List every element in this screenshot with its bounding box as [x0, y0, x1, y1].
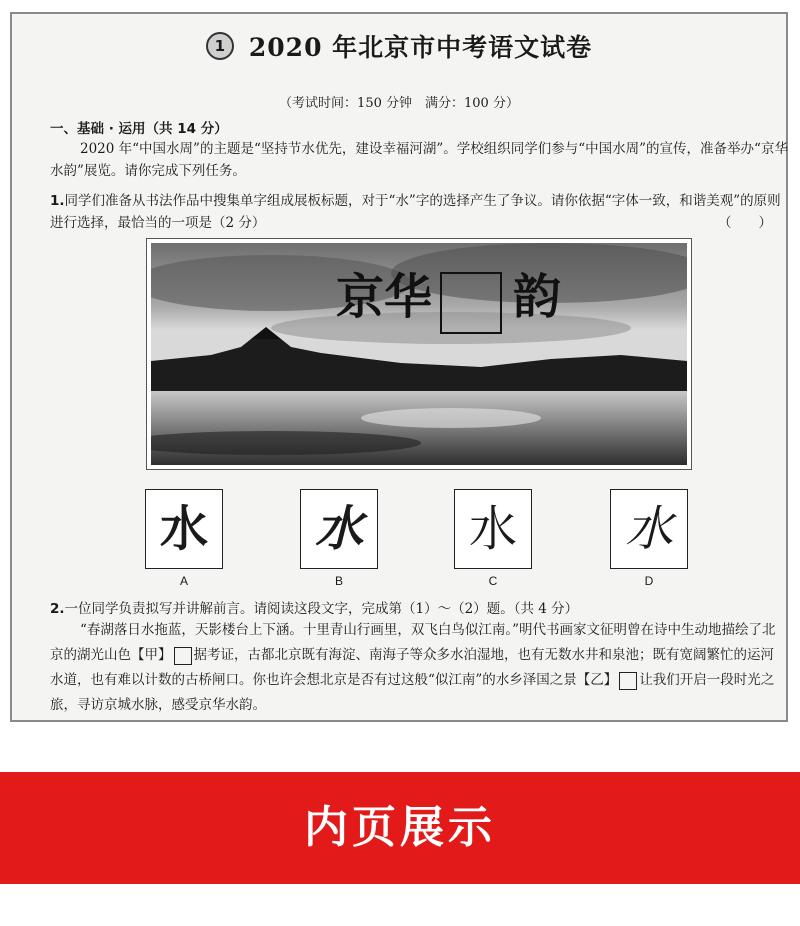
option-d-box[interactable] — [610, 489, 688, 569]
option-a-label: A — [179, 574, 188, 588]
question-1-number: 1. — [50, 193, 65, 209]
question-2 — [50, 598, 790, 620]
title-row — [12, 28, 786, 64]
option-d-label: D — [644, 574, 654, 588]
question-2-text: 一位同学负责拟写并讲解前言。请阅读这段文字，完成第（1）～（2）题。（共 4 分） — [64, 601, 579, 617]
question-1 — [50, 190, 790, 234]
option-b-box[interactable] — [300, 489, 378, 569]
option-c-label: C — [488, 574, 498, 588]
landscape-image — [151, 243, 687, 465]
option-a-glyph: 水 — [159, 501, 208, 557]
option-b-glyph: 水 — [314, 501, 363, 557]
passage-part-c: 让我们开启一段时光之旅，寻访京城水脉，感受京华水韵。 — [50, 672, 775, 713]
title-photo — [146, 238, 692, 470]
exam-meta: （考试时间：150 分钟 满分：100 分） — [279, 96, 519, 111]
answer-paren: （ ） — [718, 215, 772, 231]
photo-title-right: 韵 — [513, 269, 562, 325]
option-d-glyph: 水 — [624, 501, 673, 557]
option-b-label: B — [334, 574, 343, 588]
promo-banner — [0, 772, 800, 884]
question-2-number: 2. — [50, 601, 65, 617]
option-a-box[interactable] — [145, 489, 223, 569]
photo-title-left: 京华 — [336, 269, 433, 325]
blank-yi[interactable] — [619, 672, 637, 690]
option-c-glyph: 水 — [468, 501, 517, 557]
section-intro: 2020 年“中国水周”的主题是“坚持节水优先，建设幸福河湖”。学校组织同学们参与“中国水周”的宣传，准备举办“京华水韵”展览。请你完成下列任务。 — [50, 141, 788, 179]
preface-passage — [50, 618, 780, 718]
exam-number-badge: 1 — [206, 32, 234, 60]
question-1-text: 同学们准备从书法作品中搜集单字组成展板标题，对于“水”字的选择产生了争议。请你依据“字体一致，和谐美观”的原则进行选择，最恰当的一项是（2 分） — [50, 193, 781, 231]
option-c-box[interactable] — [454, 489, 532, 569]
blank-jia[interactable] — [174, 647, 192, 665]
passage-part-a: “春湖落日水拖蓝，天影楼台上下涵。十里青山行画里，双飞白鸟似江南。”明代书画家文征明曾在诗中生动地描绘了北京的湖光山色【甲】 — [50, 622, 776, 663]
section-heading: 一、基础 · 运用（共 14 分） — [50, 121, 228, 137]
banner-text: 内页展示 — [304, 802, 496, 853]
passage-part-b: 据考证，古都北京既有海淀、南海子等众多水泊湿地，也有无数水井和泉池；既有宽阔繁忙的运河水道，也有难以计数的古桥闸口。你也许会想北京是否有过这般“似江南”的水乡泽国之景【乙】 — [50, 647, 774, 688]
exam-page — [10, 12, 788, 722]
exam-title: 2020 年北京市中考语文试卷 — [248, 33, 593, 62]
